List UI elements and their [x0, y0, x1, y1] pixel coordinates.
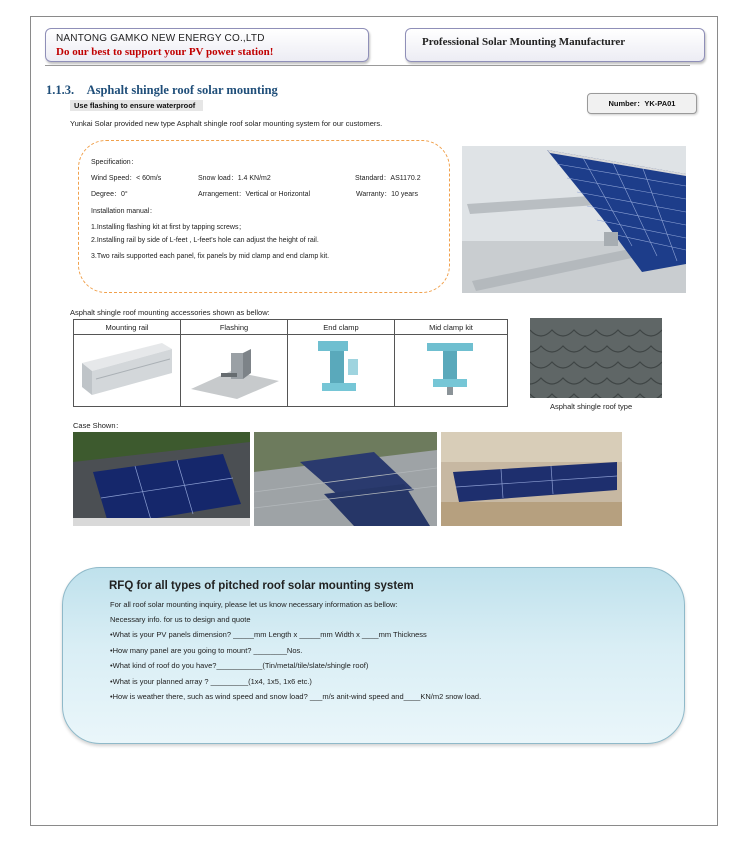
header-divider — [45, 65, 690, 66]
acc-header-rail: Mounting rail — [74, 320, 181, 335]
case-caption: Case Shown： — [73, 421, 124, 430]
rfq-box — [62, 567, 685, 744]
mid-clamp-image — [395, 335, 508, 407]
header-tagline: Professional Solar Mounting Manufacturer — [422, 36, 626, 48]
flashing-image — [181, 335, 288, 407]
accessories-table — [73, 319, 508, 407]
manual-step-2: 2.Installing rail by side of L-feet , L-feet's hole can adjust the height of rail. — [91, 237, 319, 244]
section-title-text: Asphalt shingle roof solar mounting — [86, 83, 278, 97]
rfq-question-dimension: •What is your PV panels dimension? _____mm Length x _____mm Width x ____mm Thickness — [110, 630, 427, 639]
spec-warranty: Warranty：10 years — [356, 191, 418, 198]
header-company-box — [45, 28, 369, 62]
section-number: 1.1.3. — [46, 83, 75, 97]
waterproof-tag: Use flashing to ensure waterproof — [70, 100, 203, 111]
manual-step-3: 3.Two rails supported each panel, fix panels by mid clamp and end clamp kit. — [91, 253, 330, 260]
mounting-photo — [462, 146, 686, 293]
rfq-question-weather: •How is weather there, such as wind speed and snow load? ___m/s anit-wind speed and____KN/m2 snow load. — [110, 692, 482, 701]
spec-wind-speed: Wind Speed：< 60m/s — [91, 175, 162, 182]
rfq-title: RFQ for all types of pitched roof solar mounting system — [109, 580, 414, 592]
intro-text: Yunkai Solar provided new type Asphalt shingle roof solar mounting system for our customers. — [70, 119, 383, 128]
acc-header-end-clamp: End clamp — [288, 320, 395, 335]
rfq-question-panel-count: •How many panel are you going to mount? ________Nos. — [110, 646, 303, 655]
spec-degree: Degree：0° — [91, 191, 128, 198]
header-tagline-box — [405, 28, 705, 62]
case-photo-3 — [441, 432, 622, 526]
acc-header-mid-clamp: Mid clamp kit — [395, 320, 508, 335]
spec-arrangement: Arrangement：Vertical or Horizontal — [198, 191, 311, 198]
asphalt-shingle-photo — [530, 318, 662, 398]
manual-heading: Installation manual： — [91, 208, 157, 215]
case-photo-2 — [254, 432, 437, 526]
rfq-intro: For all roof solar mounting inquiry, please let us know necessary information as bellow: — [110, 600, 398, 609]
company-name: NANTONG GAMKO NEW ENERGY CO.,LTD — [56, 33, 265, 44]
spec-heading: Specification： — [91, 159, 138, 166]
acc-header-flashing: Flashing — [181, 320, 288, 335]
section-title — [46, 83, 278, 98]
end-clamp-image — [288, 335, 395, 407]
product-number-badge: Number：YK-PA01 — [587, 93, 697, 114]
company-slogan: Do our best to support your PV power station! — [56, 46, 274, 58]
shingle-caption: Asphalt shingle roof type — [550, 402, 633, 411]
rfq-question-roof-type: •What kind of roof do you have?___________(Tin/metal/tile/slate/shingle roof) — [110, 661, 369, 670]
rfq-necessary-info: Necessary info. for us to design and quote — [110, 615, 251, 624]
case-photo-1 — [73, 432, 250, 526]
spec-snow-load: Snow load：1.4 KN/m2 — [198, 175, 271, 182]
rfq-question-array: •What is your planned array ? _________(1x4, 1x5, 1x6 etc.) — [110, 677, 312, 686]
manual-step-1: 1.Installing flashing kit at first by tapping screws； — [91, 224, 246, 231]
spec-standard: Standard：AS1170.2 — [355, 175, 421, 182]
accessories-caption: Asphalt shingle roof mounting accessories shown as bellow: — [70, 308, 270, 317]
mounting-rail-image — [74, 335, 181, 407]
